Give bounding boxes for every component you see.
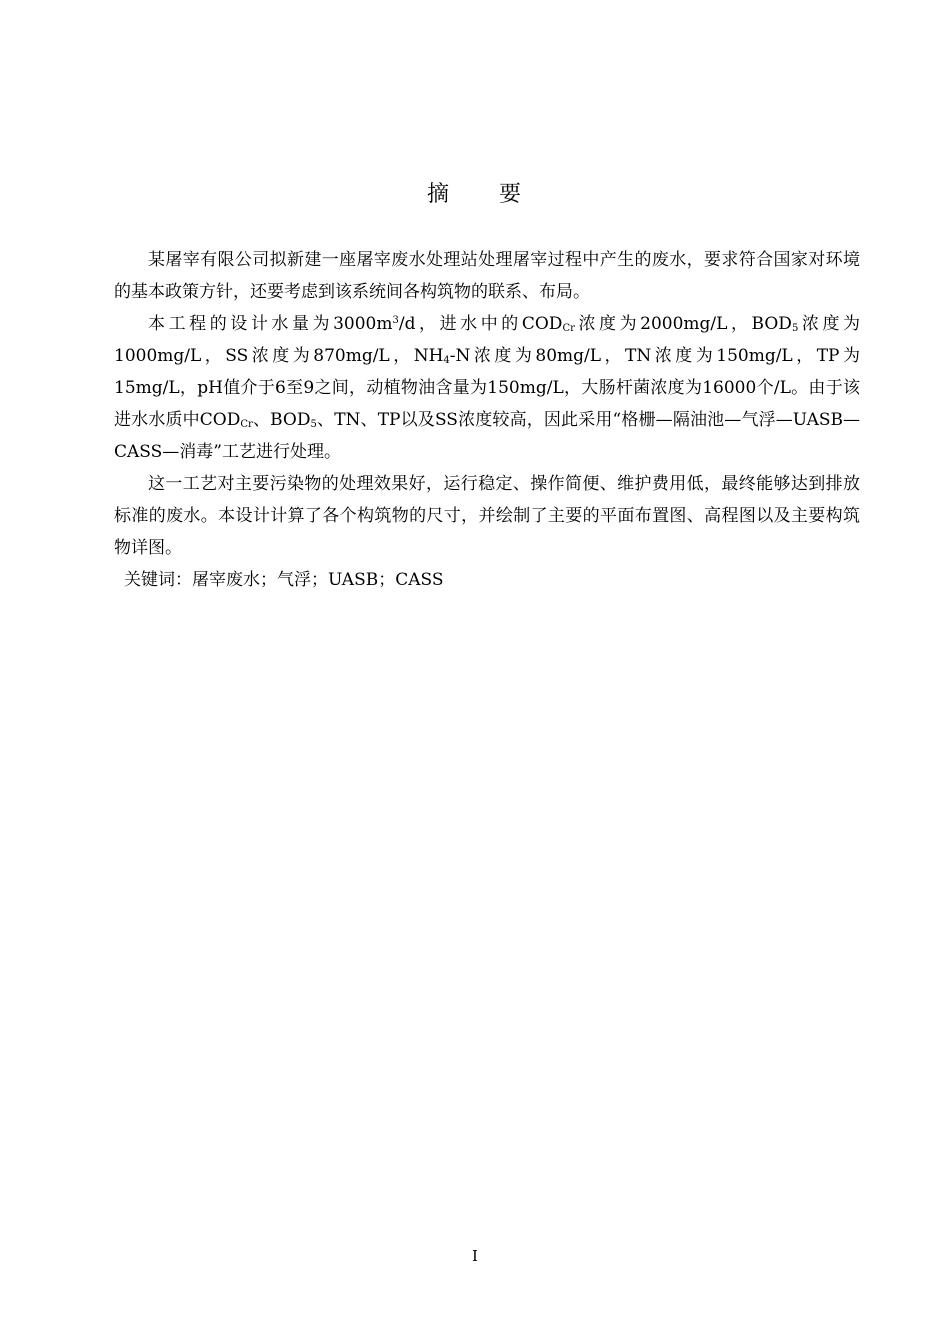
paragraph-2 xyxy=(114,308,860,468)
p2-sub-2: 5 xyxy=(791,323,799,334)
p2-text-6: 、BOD xyxy=(252,410,311,430)
title-char-2: 要 xyxy=(499,182,524,207)
p2-text-7: 、TN、TP以及SS浓度较高，因此采用“格栅—隔油池—气浮—UASB—CASS—消毒”工艺进行处理。 xyxy=(114,410,861,462)
p2-text-4: 浓度为1000mg/L，SS浓度为870mg/L，NH xyxy=(114,314,861,366)
page-title xyxy=(0,180,950,210)
p2-text-3: 浓度为2000mg/L，BOD xyxy=(574,314,792,334)
title-char-1: 摘 xyxy=(426,182,451,207)
paragraph-3: 这一工艺对主要污染物的处理效果好，运行稳定、操作简便、维护费用低，最终能够达到排放标准的废水。本设计计算了各个构筑物的尺寸，并绘制了主要的平面布置图、高程图以及主要构筑物详图。 xyxy=(114,474,860,558)
p2-sub-3: 4 xyxy=(443,355,450,366)
p2-text-1: 本工程的设计水量为3000m xyxy=(148,314,393,334)
p2-text-5: -N浓度为80mg/L，TN浓度为150mg/L，TP为15mg/L，pH值介于6至9之间，动植物油含量为150mg/L，大肠杆菌浓度为16000个/L。由于该进水水质中COD xyxy=(114,346,860,430)
p2-sup-1: 3 xyxy=(392,315,399,326)
p2-sub-5: 5 xyxy=(310,419,317,430)
abstract-body xyxy=(114,244,860,596)
paragraph-1: 某屠宰有限公司拟新建一座屠宰废水处理站处理屠宰过程中产生的废水，要求符合国家对环境的基本政策方针，还要考虑到该系统间各构筑物的联系、布局。 xyxy=(114,250,860,302)
page-number: I xyxy=(472,1247,478,1265)
p2-text-2: /d，进水中的COD xyxy=(398,314,563,334)
p2-sub-4: Cr xyxy=(240,419,253,430)
keywords: 关键词：屠宰废水；气浮；UASB；CASS xyxy=(124,570,444,590)
p2-sub-1: Cr xyxy=(562,323,575,334)
